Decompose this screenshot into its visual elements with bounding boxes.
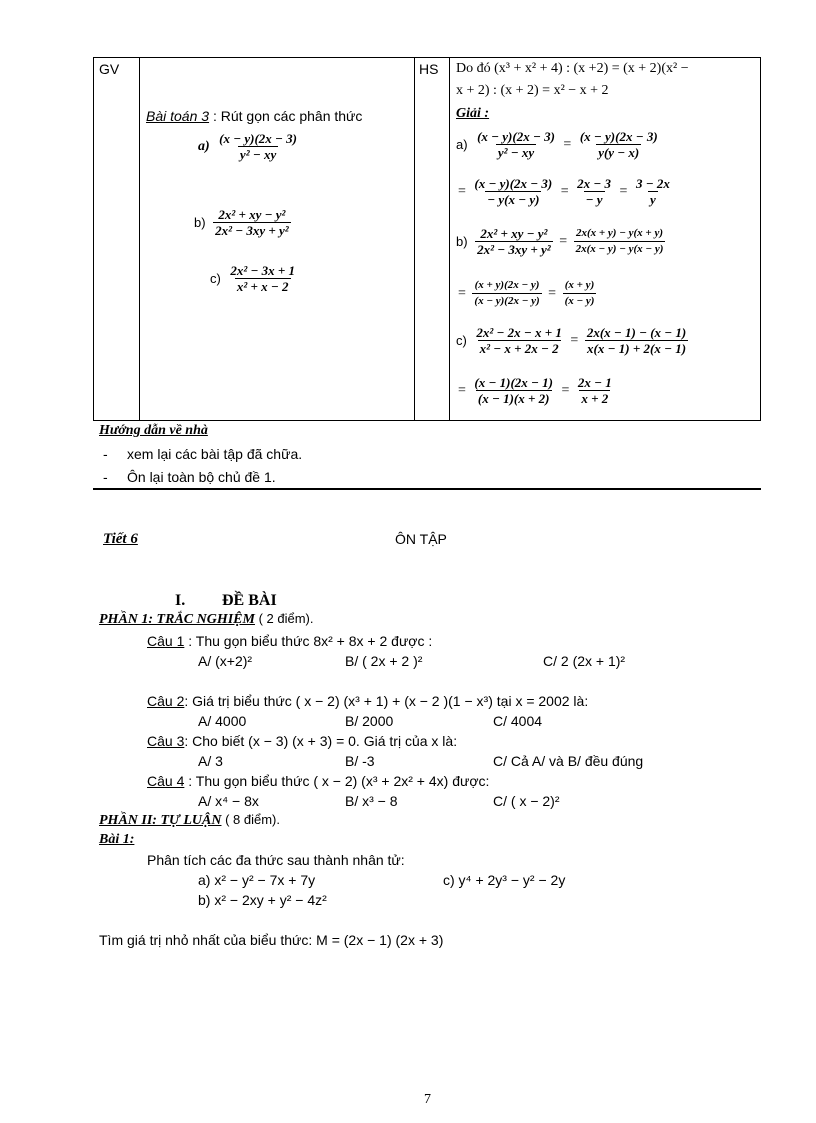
fraction xyxy=(472,176,554,207)
fraction xyxy=(217,131,299,162)
fraction xyxy=(213,207,291,238)
answer-option: A/ x⁴ − 8x xyxy=(198,793,259,809)
denominator: x + 2 xyxy=(581,391,609,406)
denominator: − y xyxy=(585,192,603,207)
answer-option: B/ -3 xyxy=(345,753,375,769)
exercise-1-label: Bài 1: xyxy=(99,832,135,847)
solution-a-row-1 xyxy=(456,129,661,160)
question-label: Câu 3 xyxy=(147,733,185,749)
exercise-1-text: Phân tích các đa thức sau thành nhân tử: xyxy=(147,852,405,868)
solution-a-row-2 xyxy=(456,176,673,207)
fraction xyxy=(475,129,557,160)
min-value-question: Tìm giá trị nhỏ nhất của biểu thức: M = (2x − 1) (2x + 3) xyxy=(99,932,444,948)
answer-option: B/ 2000 xyxy=(345,713,394,729)
numerator: 2x − 3 xyxy=(577,176,612,191)
denominator: y xyxy=(650,192,656,207)
lesson-title: ÔN TẬP xyxy=(395,531,447,547)
answer-option: A/ (x+2)² xyxy=(198,653,253,669)
numerator: 2x² − 2x − x + 1 xyxy=(476,325,562,340)
section-divider xyxy=(93,488,761,490)
question-label: Câu 2 xyxy=(147,693,185,709)
denominator: x² + x − 2 xyxy=(236,279,289,294)
equals-sign: = xyxy=(548,285,557,301)
denominator: (x − y)(2x − y) xyxy=(474,295,540,307)
problem-text: : Rút gọn các phân thức xyxy=(209,108,363,124)
fraction xyxy=(634,176,672,207)
homework-bullet: - xyxy=(103,469,108,485)
answer-option: B/ x³ − 8 xyxy=(345,793,398,809)
fraction xyxy=(563,278,597,309)
page-number: 7 xyxy=(424,1092,431,1107)
denominator: (x − 1)(x + 2) xyxy=(477,391,550,406)
part2-title: PHẦN II: TỰ LUẬN xyxy=(99,813,222,828)
question-text: : Thu gọn biểu thức 8x² + 8x + 2 được : xyxy=(184,633,433,649)
numerator: 2x − 1 xyxy=(577,375,612,390)
left-expr-a xyxy=(198,131,300,162)
table-divider xyxy=(414,58,415,420)
denominator: − y(x − y) xyxy=(487,192,540,207)
expr-label: c) xyxy=(210,271,221,286)
question-text: : Cho biết (x − 3) (x + 3) = 0. Giá trị của x là: xyxy=(184,733,458,749)
equals-sign: = xyxy=(561,382,570,398)
numerator: (x + y)(2x − y) xyxy=(474,279,540,291)
expr-label: a) xyxy=(456,137,468,152)
equals-sign: = xyxy=(458,382,466,398)
section-title: ĐỀ BÀI xyxy=(222,592,277,609)
numerator: (x + y) xyxy=(564,279,595,291)
question-4 xyxy=(147,773,489,789)
numerator: (x − y)(2x − 3) xyxy=(474,176,553,191)
denominator: (x − y) xyxy=(564,295,595,307)
answer-option: C/ 2 (2x + 1)² xyxy=(543,653,626,669)
solution-c-row-2 xyxy=(456,375,615,406)
expr-label: b) xyxy=(194,215,206,230)
problem-label: Bài toán 3 xyxy=(146,108,210,124)
question-1 xyxy=(147,633,432,649)
hs-label: HS xyxy=(419,61,439,77)
homework-bullet: - xyxy=(103,446,108,462)
equals-sign: = xyxy=(570,332,579,348)
expr-label: b) xyxy=(456,234,468,249)
table-divider xyxy=(139,58,140,420)
fraction xyxy=(475,226,553,257)
left-expr-b xyxy=(194,207,292,238)
fraction xyxy=(574,226,666,257)
numerator: (x − y)(2x − 3) xyxy=(579,129,658,144)
fraction xyxy=(575,176,613,207)
table-divider xyxy=(449,58,450,420)
equals-sign: = xyxy=(559,233,568,249)
part2-heading xyxy=(99,812,280,829)
question-label: Câu 1 xyxy=(147,633,185,649)
exercise-item: a) x² − y² − 7x + 7y xyxy=(198,872,316,888)
equals-sign: = xyxy=(563,136,572,152)
denominator: 2x² − 3xy + y² xyxy=(215,223,289,238)
solution-line-1: Do đó (x³ + x² + 4) : (x +2) = (x + 2)(x² − xyxy=(456,61,689,76)
part1-heading xyxy=(99,611,313,628)
section-number: I. xyxy=(175,592,186,609)
numerator: 2x² + xy − y² xyxy=(218,207,286,222)
answer-option: A/ 3 xyxy=(198,753,223,769)
exercise-item: c) y⁴ + 2y³ − y² − 2y xyxy=(443,872,566,888)
numerator: 2x(x − 1) − (x − 1) xyxy=(586,325,687,340)
homework-item: Ôn lại toàn bộ chủ đề 1. xyxy=(127,469,276,485)
denominator: 2x(x − y) − y(x − y) xyxy=(575,243,664,255)
numerator: 2x² + xy − y² xyxy=(480,226,548,241)
answer-option: C/ ( x − 2)² xyxy=(493,793,560,809)
denominator: y² − xy xyxy=(239,147,277,162)
numerator: (x − y)(2x − 3) xyxy=(219,131,298,146)
denominator: y² − xy xyxy=(497,145,535,160)
question-text: : Giá trị biểu thức ( x − 2) (x³ + 1) + (x − 2 )(1 − x³) tại x = 2002 là: xyxy=(184,693,589,709)
solution-b-row-2 xyxy=(456,278,597,309)
fraction xyxy=(576,375,614,406)
numerator: 3 − 2x xyxy=(635,176,670,191)
answer-option: C/ 4004 xyxy=(493,713,543,729)
equals-sign: = xyxy=(458,285,466,301)
fraction xyxy=(474,325,564,356)
fraction xyxy=(472,375,555,406)
numerator: 2x(x + y) − y(x + y) xyxy=(575,227,663,239)
numerator: (x − 1)(2x − 1) xyxy=(474,375,553,390)
denominator: y(y − x) xyxy=(598,145,640,160)
fraction xyxy=(578,129,660,160)
exercise-item: b) x² − 2xy + y² − 4z² xyxy=(198,892,327,908)
question-label: Câu 4 xyxy=(147,773,185,789)
equals-sign: = xyxy=(458,183,466,199)
part1-points: ( 2 điểm). xyxy=(254,611,314,626)
numerator: 2x² − 3x + 1 xyxy=(230,263,296,278)
homework-item: xem lại các bài tập đã chữa. xyxy=(127,446,303,462)
part2-points: ( 8 điểm). xyxy=(221,812,280,827)
numerator: (x − y)(2x − 3) xyxy=(477,129,555,144)
solution-line-2: x + 2) : (x + 2) = x² − x + 2 xyxy=(456,83,609,98)
fraction xyxy=(585,325,688,356)
denominator: x(x − 1) + 2(x − 1) xyxy=(587,341,687,356)
equals-sign: = xyxy=(619,183,628,199)
homework-title: Hướng dẫn về nhà xyxy=(99,423,208,438)
question-3 xyxy=(147,733,457,749)
question-2 xyxy=(147,693,588,709)
left-expr-c xyxy=(210,263,298,294)
gv-label: GV xyxy=(99,61,120,77)
denominator: x² − x + 2x − 2 xyxy=(479,341,559,356)
equals-sign: = xyxy=(560,183,569,199)
answer-option: A/ 4000 xyxy=(198,713,247,729)
answer-option: C/ Cả A/ và B/ đều đúng xyxy=(493,753,644,769)
problem-heading xyxy=(146,108,362,124)
denominator: 2x² − 3xy + y² xyxy=(477,242,551,257)
expr-label: c) xyxy=(456,333,467,348)
part1-title: PHẦN 1: TRẮC NGHIỆM xyxy=(99,612,255,627)
solution-heading: Giải : xyxy=(456,106,490,121)
fraction xyxy=(472,278,541,309)
expr-label: a) xyxy=(198,138,210,154)
question-text: : Thu gọn biểu thức ( x − 2) (x³ + 2x² + 4x) được: xyxy=(184,773,490,789)
fraction xyxy=(228,263,297,294)
lesson-label: Tiết 6 xyxy=(103,531,138,547)
solution-c-row-1 xyxy=(456,325,689,356)
answer-option: B/ ( 2x + 2 )² xyxy=(345,653,423,669)
solution-b-row-1 xyxy=(456,226,666,257)
